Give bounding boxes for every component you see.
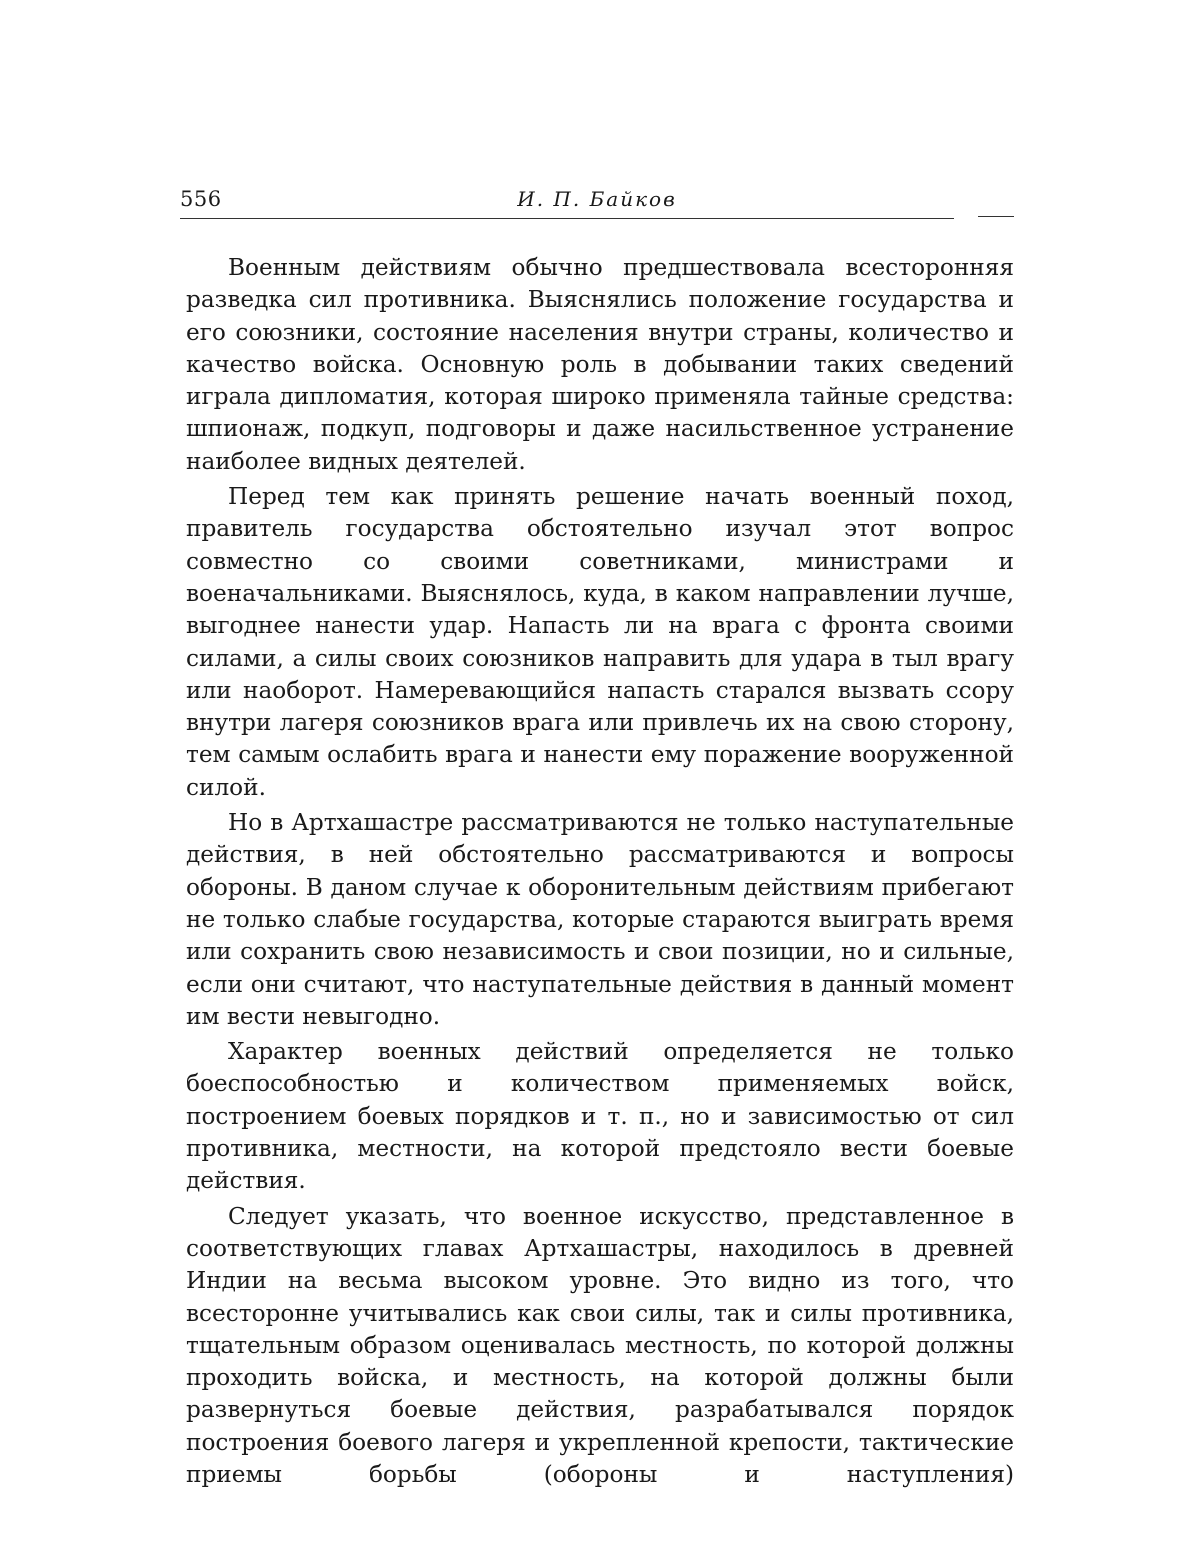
paragraph-2: Перед тем как принять решение начать военный поход, правитель государства обстоятельно изучал этот вопрос совместно со своими советниками, министрами и военачальниками. Выяснялось, куда, в каком направлении лучше, выгоднее нанести удар. Напасть ли на врага с фронта своими силами, а силы своих союзников направить для удара в тыл врагу или наоборот. Намеревающийся напасть старался вызвать ссору внутри лагеря союзников врага или привлечь их на свою сторону, тем самым ослабить врага и нанести ему поражение вооруженной силой.	[186, 483, 1014, 801]
header-rule-short	[978, 216, 1014, 217]
running-head	[180, 184, 1014, 220]
body-text	[186, 252, 1014, 1494]
running-head-author: И. П. Байков	[517, 187, 677, 211]
header-rule	[180, 218, 954, 219]
page-number: 556	[180, 187, 222, 211]
paragraph-3: Но в Артхашастре рассматриваются не только наступательные действия, в ней обстоятельно рассматриваются и вопросы обороны. В даном случае к оборонительным действиям прибегают не только слабые государства, которые стараются выиграть время или сохранить свою независимость и свои позиции, но и сильные, если они считают, что наступательные действия в данный момент им вести невыгодно.	[186, 809, 1014, 1030]
paragraph-4: Характер военных действий определяется не только боеспособностью и количеством применяемых войск, построением боевых порядков и т. п., но и зависимостью от сил противника, местности, на которой предстояло вести боевые действия.	[186, 1038, 1014, 1195]
paragraph-1: Военным действиям обычно предшествовала всесторонняя разведка сил противника. Выяснялись положение государства и его союзники, состояние населения внутри страны, количество и качество войска. Основную роль в добывании таких сведений играла дипломатия, которая широко применяла тайные средства: шпионаж, подкуп, подговоры и даже насильственное устранение наиболее видных деятелей.	[186, 254, 1014, 475]
paragraph-5: Следует указать, что военное искусство, представленное в соответствующих главах Артхашастры, находилось в древней Индии на весьма высоком уровне. Это видно из того, что всесторонне учитывались как свои силы, так и силы противника, тщательным образом оценивалась местность, по которой должны проходить войска, и местность, на которой должны были развернуться боевые действия, разрабатывался порядок построения боевого лагеря и укрепленной крепости, тактические приемы борьбы (обороны и наступления)	[186, 1202, 1014, 1488]
